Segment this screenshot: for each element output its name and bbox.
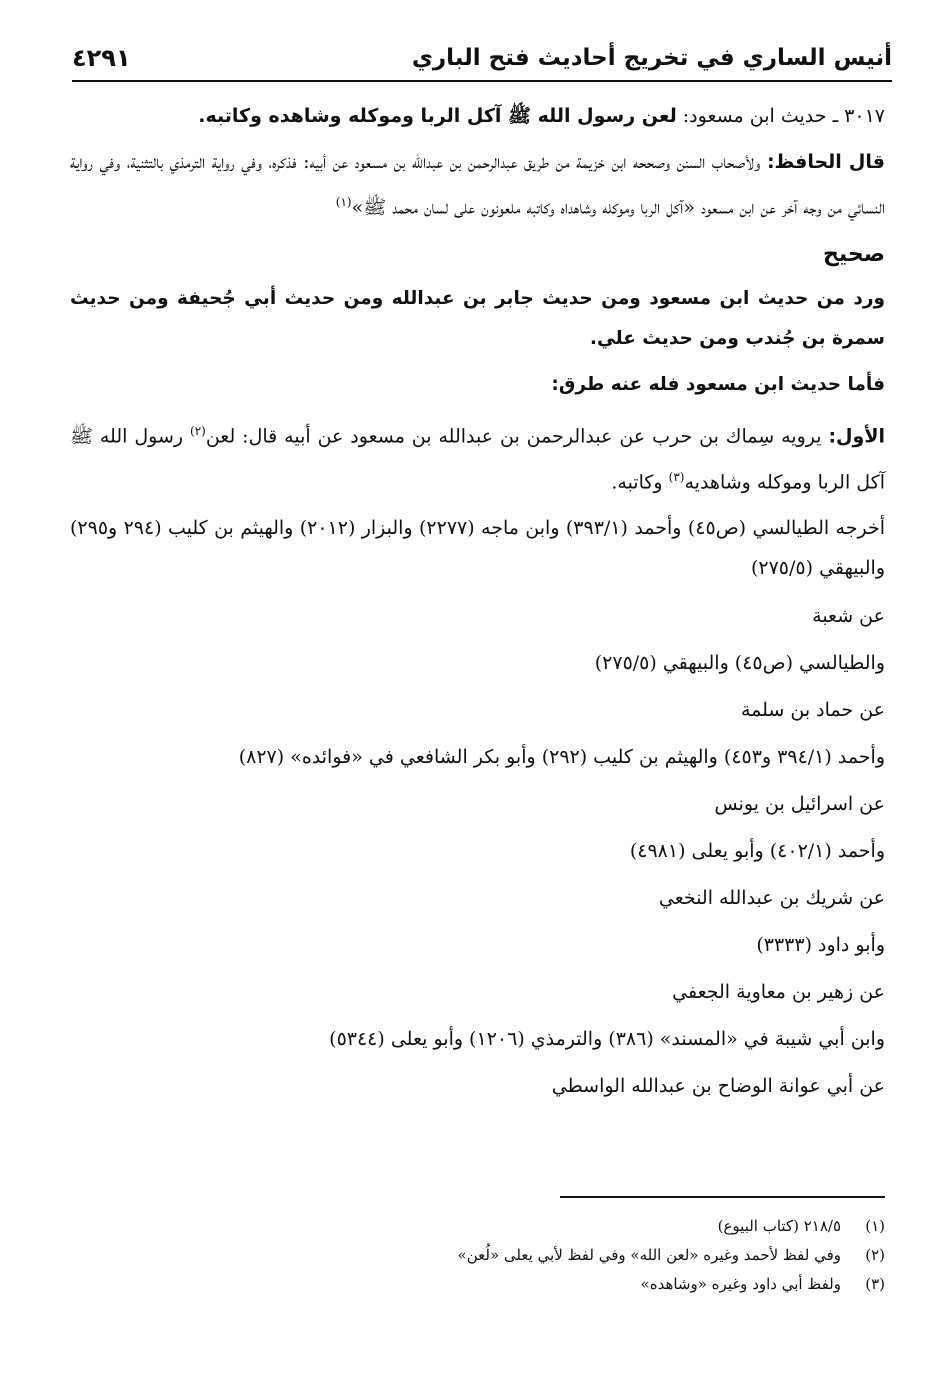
hafiz-paragraph [70,142,885,227]
hadith-intro: حديث ابن مسعود: [682,105,827,127]
footnote [70,1241,885,1270]
chain-line: وابن أبي شيبة في «المسند» (٣٨٦) والترمذي (١٢٠٦) وأبو يعلى (٥٣٤٤) [329,1027,885,1050]
hadith-text: لعن رسول الله ﷺ آكل الربا وموكله وشاهده وكاتبه. [198,105,677,127]
header-rule [72,80,892,82]
hadith-number: ٣٠١٧ ـ [832,105,885,127]
page-body [70,96,885,1111]
first-path-paragraph [70,411,885,502]
sources-paragraph: ورد من حديث ابن مسعود ومن حديث جابر بن عبدالله ومن حديث أبي جُحيفة ومن حديث سمرة بن جُندب ومن حديث علي. [70,288,885,350]
hafiz-label: قال الحافظ: [766,151,885,173]
first-path-text-b: رسول الله ﷺ آكل الربا وموكله وشاهديه [70,425,885,493]
footnote [70,1212,885,1241]
hafiz-text: ولأصحاب السنن وصححه ابن خزيمة من طريق عبدالرحمن بن عبدالله بن مسعود عن أبيه: فذكره، وفي رواية الترمذي بالتثنية، وفي رواية النسائي من وجه آخر عن ابن مسعود «آكل الربا وموكله وشاهداه وكاتبه ملعونون على لسان محمد ﷺ» [70,151,885,219]
footnote-text: ولفظ أبي داود وغيره «وشاهده» [640,1275,841,1293]
first-path-label: الأول: [828,425,886,448]
turuq-intro: فأما حديث ابن مسعود فله عنه طرق: [551,374,885,396]
footnote-ref-2: (٢) [190,424,206,439]
chain-line: والطيالسي (ص٤٥) والبيهقي (٢٧٥/٥) [594,651,885,674]
chain-line: عن شريك بن عبدالله النخعي [658,886,885,909]
first-path-text-a: يرويه سِماك بن حرب عن عبدالرحمن بن عبدالله بن مسعود عن أبيه قال: لعن [205,425,822,448]
chain-line: عن اسرائيل بن يونس [714,792,885,815]
chain-line: عن شعبة [812,604,885,627]
first-path-text-c: وكاتبه. [611,470,663,493]
book-title: أنيس الساري في تخريج أحاديث فتح الباري [411,45,892,71]
chain-line: عن حماد بن سلمة [740,698,885,721]
takhrij-paragraph: أخرجه الطيالسي (ص٤٥) وأحمد (٣٩٣/١) وابن ماجه (٢٢٧٧) والبزار (٢٠١٢) والهيثم بن كليب (٢٩٤ و٢٩٥) والبيهقي (٢٧٥/٥) [70,516,885,579]
footnote-text: ٢١٨/٥ (كتاب البيوع) [717,1217,841,1235]
hadith-entry [70,96,885,136]
grade-heading: صحيح [823,242,885,268]
chain-line: وأبو داود (٣٣٣٣) [756,933,885,956]
running-header [72,38,892,82]
footnote-number: (١) [865,1217,885,1235]
footnote-ref-3: (٣) [668,469,685,484]
chain-line: عن أبي عوانة الوضاح بن عبدالله الواسطي [551,1074,885,1097]
footnote-text: وفي لفظ لأحمد وغيره «لعن الله» وفي لفظ لأبي يعلى «لُعن» [457,1246,841,1264]
footnote-number: (٣) [865,1275,885,1293]
footnotes [70,1212,885,1299]
footnote [70,1270,885,1299]
chain-line: عن زهير بن معاوية الجعفي [672,980,885,1003]
chain-line: وأحمد (٣٩٤/١ و٤٥٣) والهيثم بن كليب (٢٩٢) وأبو بكر الشافعي في «فوائده» (٨٢٧) [238,745,885,768]
footnote-rule [560,1196,885,1198]
footnote-ref-1: (١) [335,195,352,209]
footnote-number: (٢) [865,1246,885,1264]
chain-line: وأحمد (٤٠٢/١) وأبو يعلى (٤٩٨١) [629,839,885,862]
page-number: ٤٢٩١ [72,44,131,72]
